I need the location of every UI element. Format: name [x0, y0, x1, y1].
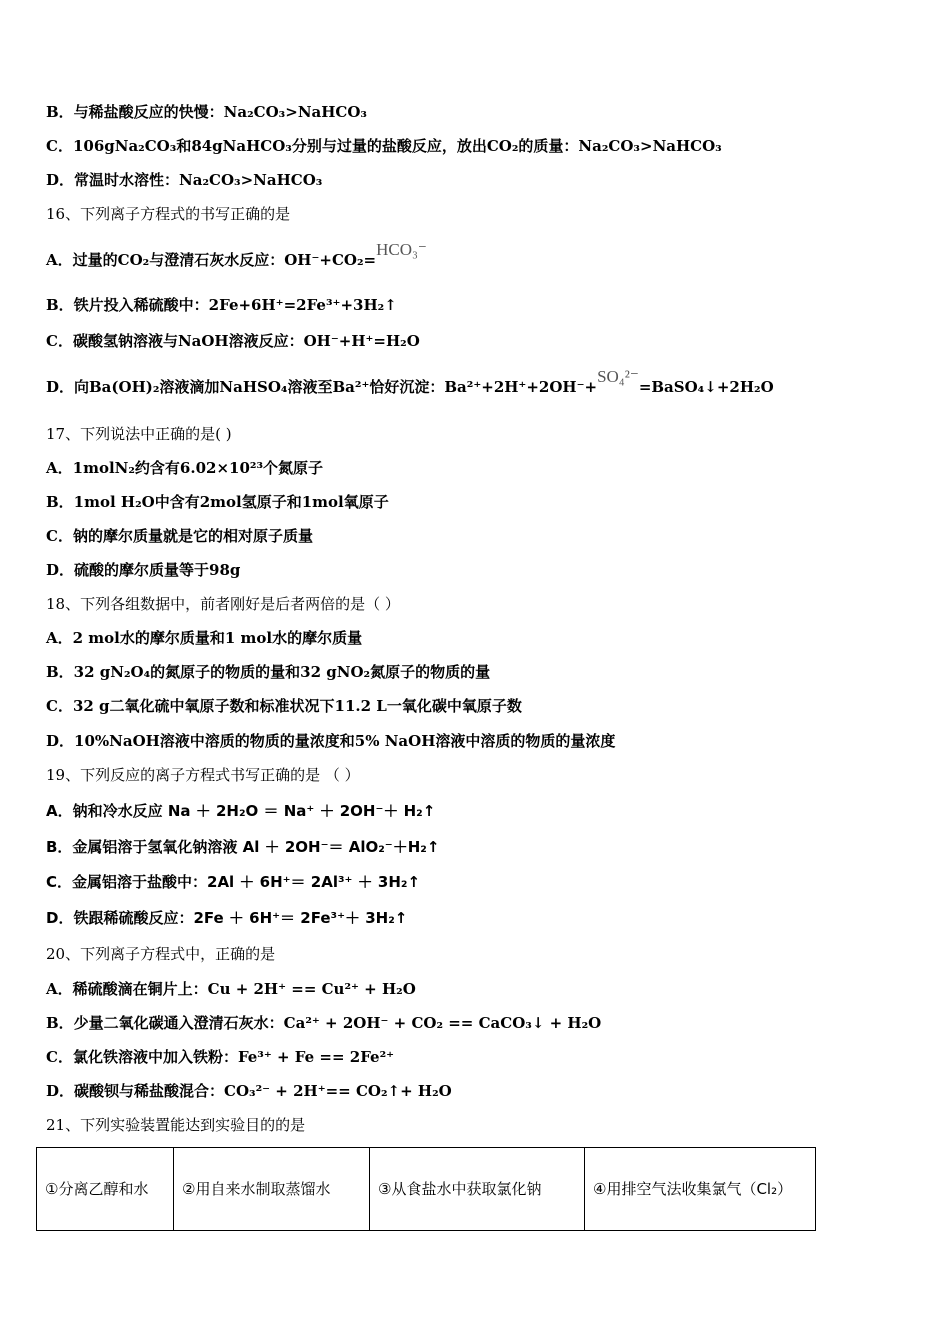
q20-option-d: D．碳酸钡与稀盐酸混合：CO₃²⁻ + 2H⁺== CO₂↑+ H₂O [46, 1082, 452, 1100]
q21-table [36, 1147, 816, 1231]
table-cell: ②用自来水制取蒸馏水 [174, 1148, 370, 1231]
q15-option-b: B．与稀盐酸反应的快慢：Na₂CO₃>NaHCO₃ [46, 103, 367, 121]
table-cell: ④用排空气法收集氯气（Cl₂） [585, 1148, 816, 1231]
q20-stem: 20、下列离子方程式中，正确的是 [46, 945, 276, 963]
q16-a-text: A．过量的CO₂与澄清石灰水反应：OH⁻+CO₂= [46, 251, 377, 269]
table-cell: ①分离乙醇和水 [37, 1148, 174, 1231]
q19-option-b: B．金属铝溶于氢氧化钠溶液 Al ＋ 2OH⁻＝ AlO₂⁻＋H₂↑ [46, 838, 440, 856]
q17-option-d: D．硫酸的摩尔质量等于98g [46, 561, 241, 579]
q18-option-d: D．10%NaOH溶液中溶质的物质的量浓度和5% NaOH溶液中溶质的物质的量浓度 [46, 732, 616, 750]
q18-stem: 18、下列各组数据中，前者刚好是后者两倍的是（ ） [46, 595, 400, 613]
q17-option-b: B．1mol H₂O中含有2mol氢原子和1mol氧原子 [46, 493, 389, 511]
q17-option-a: A．1molN₂约含有6.02×10²³个氮原子 [46, 459, 324, 477]
q20-option-c: C．氯化铁溶液中加入铁粉：Fe³⁺ + Fe == 2Fe²⁺ [46, 1048, 395, 1066]
q15-option-d: D．常温时水溶性：Na₂CO₃>NaHCO₃ [46, 171, 323, 189]
q17-option-c: C．钠的摩尔质量就是它的相对原子质量 [46, 527, 313, 545]
so4-formula: SO₄²⁻ [597, 367, 639, 386]
q16-option-a [46, 240, 427, 270]
q16-option-c: C．碳酸氢钠溶液与NaOH溶液反应：OH⁻+H⁺=H₂O [46, 332, 420, 350]
q19-option-c: C．金属铝溶于盐酸中：2Al ＋ 6H⁺＝ 2Al³⁺ ＋ 3H₂↑ [46, 873, 421, 891]
hco3-formula: HCO₃⁻ [376, 240, 427, 259]
q21-stem: 21、下列实验装置能达到实验目的的是 [46, 1116, 306, 1134]
q18-option-b: B．32 gN₂O₄的氮原子的物质的量和32 gNO₂氮原子的物质的量 [46, 663, 491, 681]
q19-stem: 19、下列反应的离子方程式书写正确的是 （ ） [46, 766, 360, 784]
q19-option-d: D．铁跟稀硫酸反应：2Fe ＋ 6H⁺＝ 2Fe³⁺＋ 3H₂↑ [46, 909, 408, 927]
q15-option-c: C．106gNa₂CO₃和84gNaHCO₃分别与过量的盐酸反应，放出CO₂的质量：Na₂CO₃>NaHCO₃ [46, 137, 722, 155]
q16-d-tail: =BaSO₄↓+2H₂O [638, 378, 774, 396]
q18-option-a: A．2 mol水的摩尔质量和1 mol水的摩尔质量 [46, 629, 363, 647]
q16-option-d [46, 367, 774, 397]
q18-option-c: C．32 g二氧化硫中氧原子数和标准状况下11.2 L一氧化碳中氧原子数 [46, 697, 522, 715]
q16-d-text: D．向Ba(OH)₂溶液滴加NaHSO₄溶液至Ba²⁺恰好沉淀：Ba²⁺+2H⁺+2OH⁻+ [46, 378, 598, 396]
table-cell: ③从食盐水中获取氯化钠 [370, 1148, 585, 1231]
q20-option-b: B．少量二氧化碳通入澄清石灰水：Ca²⁺ + 2OH⁻ + CO₂ == CaCO₃↓ + H₂O [46, 1014, 602, 1032]
q16-option-b: B．铁片投入稀硫酸中：2Fe+6H⁺=2Fe³⁺+3H₂↑ [46, 296, 397, 314]
q20-option-a: A．稀硫酸滴在铜片上：Cu + 2H⁺ == Cu²⁺ + H₂O [46, 980, 416, 998]
q16-stem: 16、下列离子方程式的书写正确的是 [46, 205, 291, 223]
q17-stem: 17、下列说法中正确的是( ) [46, 425, 232, 443]
q19-option-a: A．钠和冷水反应 Na ＋ 2H₂O ＝ Na⁺ ＋ 2OH⁻＋ H₂↑ [46, 802, 436, 820]
